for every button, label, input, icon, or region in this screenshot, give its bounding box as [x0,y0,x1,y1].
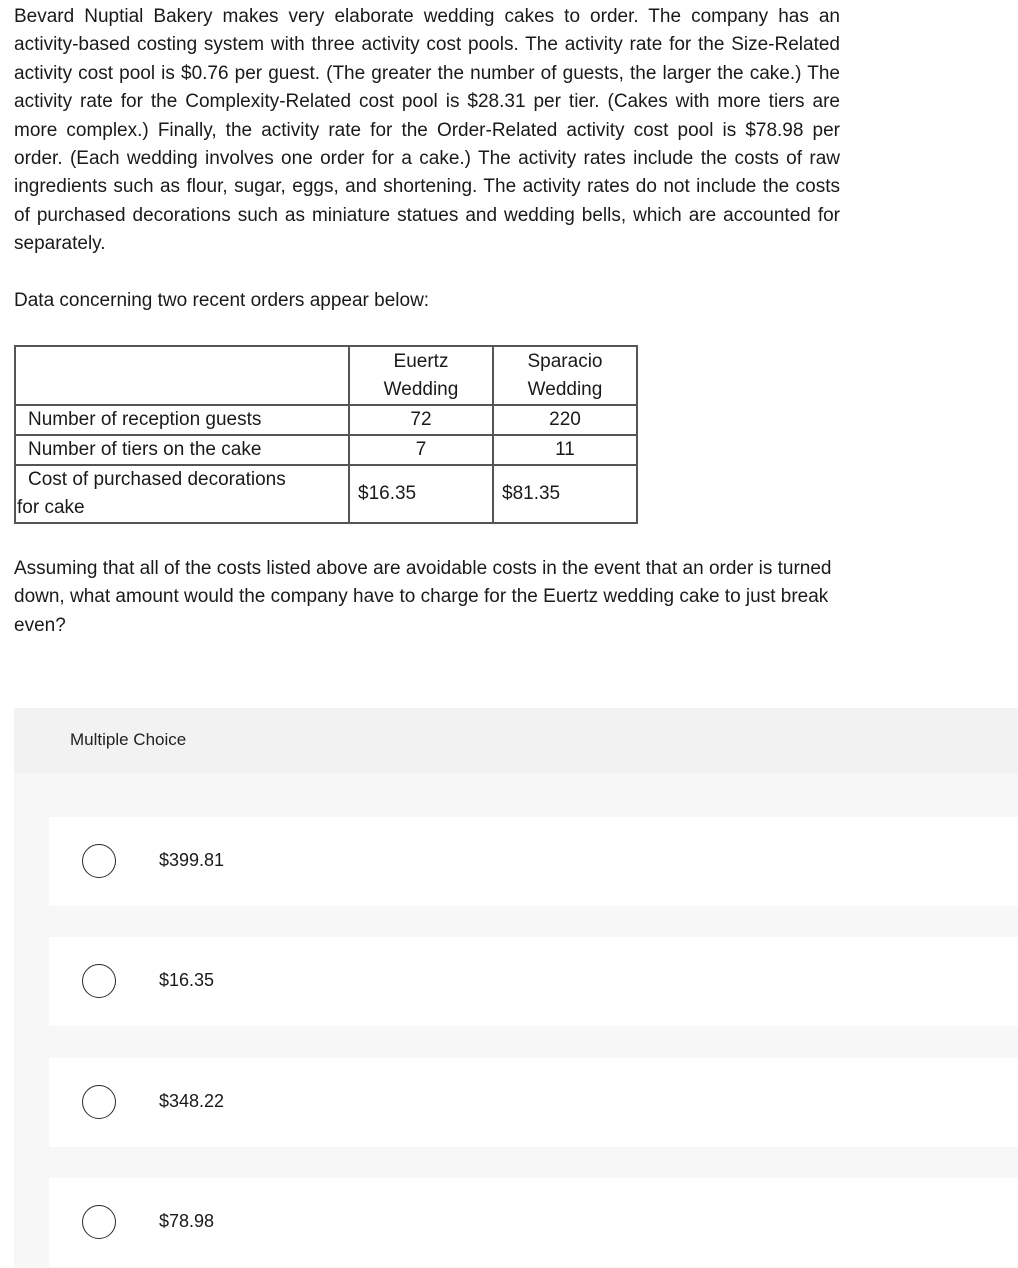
answer-option-2[interactable] [49,937,1018,1026]
sparacio-tiers-cell: 11 [493,435,637,465]
euertz-guests-cell: 72 [349,405,493,435]
table-header-euertz [349,346,493,405]
answer-option-label: $348.22 [159,1091,225,1111]
radio-button-icon[interactable] [82,1205,116,1239]
sparacio-decorations-cell: $81.35 [493,465,637,523]
radio-button-icon[interactable] [82,1085,116,1119]
header-euertz-line1: Euertz [393,350,449,372]
euertz-tiers-cell: 7 [349,435,493,465]
radio-button-icon[interactable] [82,964,116,998]
table-header-sparacio [493,346,637,405]
row-label-tiers: Number of tiers on the cake [15,435,349,465]
question-text: Assuming that all of the costs listed above are avoidable costs in the event that an order is turned down, what amount would the company have to charge for the Euertz wedding cake to just break even? [14,558,832,636]
row-label-decorations [15,465,349,523]
answer-option-1[interactable] [49,817,1018,906]
table-header-empty-cell [15,346,349,405]
answer-option-label: $78.98 [159,1211,215,1231]
answer-option-3[interactable] [49,1058,1018,1147]
header-sparacio-line2: Wedding [527,378,603,400]
table-row [15,405,637,435]
multiple-choice-header [14,708,1018,773]
answer-option-4[interactable] [49,1178,1018,1267]
table-row [15,465,637,523]
row-label-decorations-line1: Cost of purchased decorations [28,469,286,490]
answer-option-label: $399.81 [159,850,225,870]
sparacio-guests-cell: 220 [493,405,637,435]
answer-option-label: $16.35 [159,970,215,990]
table-header-row [15,346,637,405]
row-label-decorations-line2: for cake [17,497,85,518]
orders-data-table [14,345,638,524]
radio-button-icon[interactable] [82,844,116,878]
header-euertz-line2: Wedding [383,378,459,400]
table-row [15,435,637,465]
euertz-decorations-cell: $16.35 [349,465,493,523]
table-lead-text: Data concerning two recent orders appear below: [14,290,430,311]
header-sparacio-line1: Sparacio [527,350,603,372]
problem-intro: Bevard Nuptial Bakery makes very elaborate wedding cakes to order. The company has an activity-based costing system with three activity cost pools. The activity rate for the Size-Related activity cost pool is $0.76 per guest. (The greater the number of guests, the larger the cake.) The activity rate for the Complexity-Related cost pool is $28.31 per tier. (Cakes with more tiers are more complex.) Finally, the activity rate for the Order-Related activity cost pool is $78.98 per order. (Each wedding involves one order for a cake.) The activity rates include the costs of raw ingredients such as flour, sugar, eggs, and shortening. The activity rates do not include the costs of purchased decorations such as miniature statues and wedding bells, which are accounted for separately. [14,6,840,255]
row-label-guests: Number of reception guests [15,405,349,435]
multiple-choice-title: Multiple Choice [70,730,187,749]
